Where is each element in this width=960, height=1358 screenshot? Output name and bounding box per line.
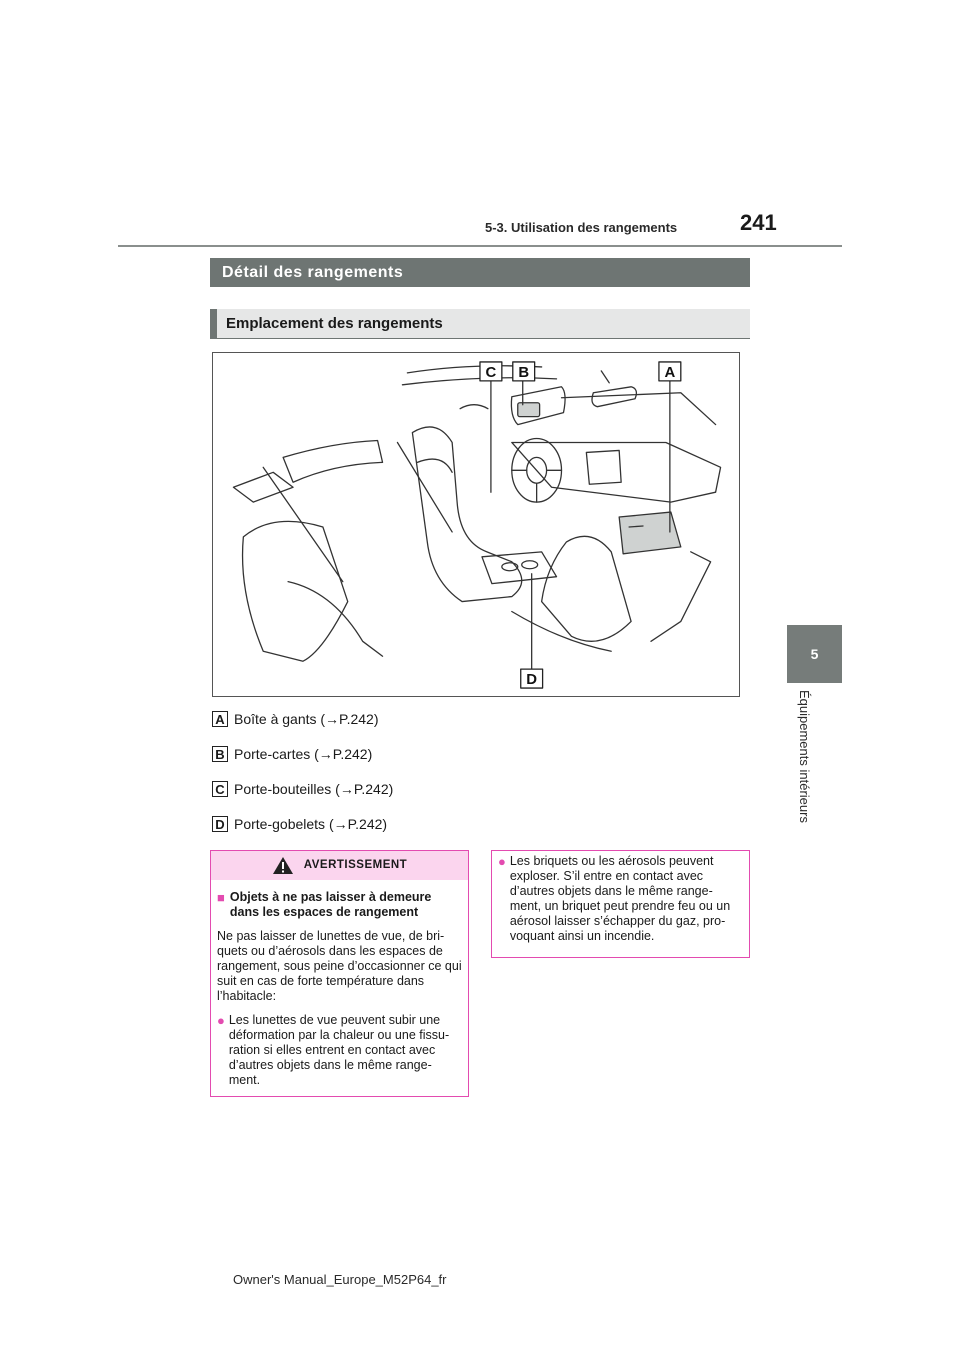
- warning-triangle-icon: [272, 856, 294, 875]
- square-bullet-icon: ■: [217, 890, 225, 905]
- warning-bullet-text: Les lunettes de vue peuvent subir une déformation par la chaleur ou une fissu-ration si elles entrent en contact avec d’autres objets dans le même range-ment.: [228, 1013, 450, 1087]
- header-divider: [118, 245, 842, 247]
- legend-text: Porte-cartes (→P.242): [234, 746, 373, 762]
- warning-bullet: [492, 854, 749, 944]
- legend-key: D: [212, 816, 228, 832]
- section-banner: Détail des rangements: [210, 258, 750, 287]
- legend-item-c: [212, 781, 393, 797]
- legend-key: C: [212, 781, 228, 797]
- legend-item-b: [212, 746, 372, 762]
- page-number: 241: [740, 210, 777, 235]
- legend-text: Porte-bouteilles (→P.242): [234, 781, 394, 797]
- warning-bullet: [217, 1013, 462, 1088]
- car-interior-illustration: [212, 352, 740, 697]
- warning-title: AVERTISSEMENT: [303, 859, 408, 871]
- subsection-title: Emplacement des rangements: [210, 309, 750, 339]
- round-bullet-icon: ●: [498, 854, 506, 869]
- callout-a: A: [664, 364, 676, 381]
- round-bullet-icon: ●: [217, 1013, 225, 1028]
- chapter-label: Équipements intérieurs: [797, 690, 812, 823]
- legend-item-d: [212, 816, 387, 832]
- warning-bullet-text: Les briquets ou les aérosols peuvent exploser. S’il entre en contact avec d’autres objets dans le même range-ment, un briquet peut prendre feu ou un aérosol laisser s’échapper du gaz, pro-voquant ainsi un incendie.: [509, 854, 731, 943]
- legend-key: B: [212, 746, 228, 762]
- warning-box: [210, 850, 469, 1097]
- legend-text: Porte-gobelets (→P.242): [234, 816, 388, 832]
- footer-text: Owner's Manual_Europe_M52P64_fr: [233, 1272, 447, 1287]
- warning-subheading: [217, 890, 462, 920]
- warning-subheading-text: Objets à ne pas laisser à demeure dans les espaces de rangement: [229, 890, 432, 919]
- warning-intro: Ne pas laisser de lunettes de vue, de bri-quets ou d’aérosols dans les espaces de rangement, sous peine d’occasionner ce qui suit en cas de forte température dans l’habitacle:: [217, 929, 462, 1003]
- section-title: 5-3. Utilisation des rangements: [485, 220, 678, 235]
- legend-item-a: [212, 711, 379, 727]
- legend-key: A: [212, 711, 228, 727]
- warning-header: [211, 851, 468, 880]
- callout-c: C: [485, 364, 497, 381]
- warning-continued-box: [491, 850, 750, 958]
- callout-d: D: [526, 672, 538, 689]
- legend-text: Boîte à gants (→P.242): [234, 711, 379, 727]
- callout-b: B: [518, 364, 530, 381]
- chapter-tab: 5: [787, 625, 842, 683]
